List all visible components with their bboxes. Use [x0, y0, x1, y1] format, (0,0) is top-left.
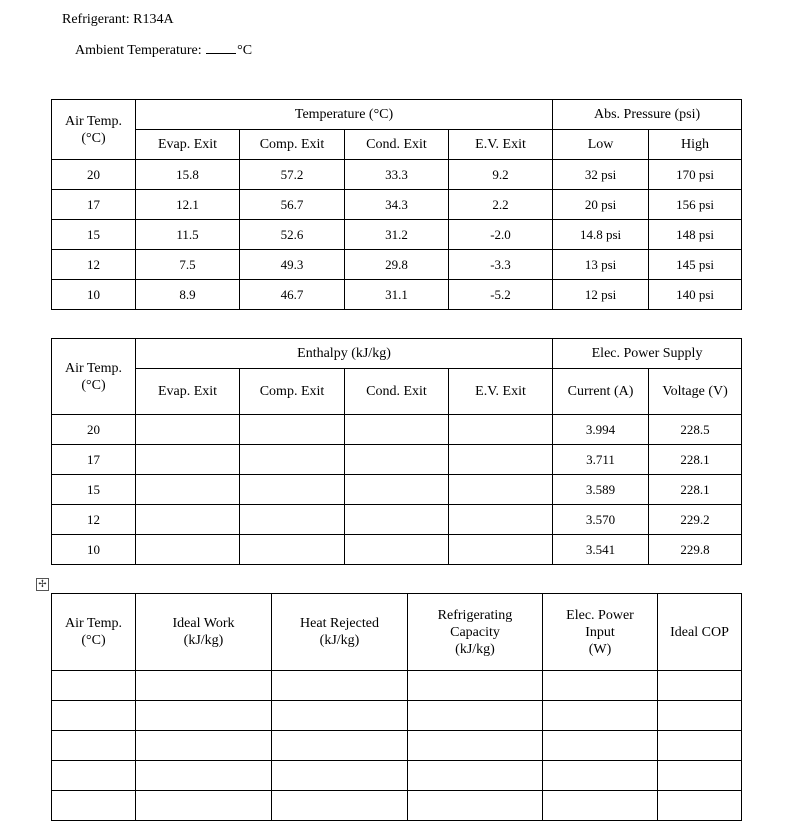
table-row — [52, 415, 742, 445]
empty-cell[interactable] — [136, 505, 240, 535]
empty-cell[interactable] — [543, 701, 658, 731]
cell: 46.7 — [240, 280, 345, 310]
temperature-group-header: Temperature (°C) — [136, 100, 553, 130]
col-ev-exit: E.V. Exit — [449, 369, 553, 415]
empty-cell[interactable] — [136, 731, 272, 761]
empty-cell[interactable] — [136, 445, 240, 475]
empty-cell[interactable] — [272, 671, 408, 701]
empty-cell[interactable] — [52, 761, 136, 791]
ideal-work-header: Ideal Work (kJ/kg) — [136, 594, 272, 671]
cell: 228.1 — [649, 445, 742, 475]
cell: 3.994 — [553, 415, 649, 445]
cell: -2.0 — [449, 220, 553, 250]
table-row — [52, 671, 742, 701]
empty-cell[interactable] — [240, 475, 345, 505]
cell: 8.9 — [136, 280, 240, 310]
empty-cell[interactable] — [345, 505, 449, 535]
empty-cell[interactable] — [449, 505, 553, 535]
cell: -3.3 — [449, 250, 553, 280]
empty-cell[interactable] — [136, 475, 240, 505]
air-temp-header: Air Temp. (°C) — [52, 100, 136, 160]
cell: 11.5 — [136, 220, 240, 250]
cell: 15 — [52, 475, 136, 505]
cell: 12 — [52, 250, 136, 280]
empty-cell[interactable] — [449, 535, 553, 565]
empty-cell[interactable] — [658, 761, 742, 791]
empty-cell[interactable] — [543, 671, 658, 701]
cell: 29.8 — [345, 250, 449, 280]
empty-cell[interactable] — [52, 701, 136, 731]
pressure-group-header: Abs. Pressure (psi) — [553, 100, 742, 130]
empty-cell[interactable] — [136, 415, 240, 445]
empty-cell[interactable] — [543, 731, 658, 761]
empty-cell[interactable] — [240, 535, 345, 565]
ambient-temperature-unit: °C — [237, 43, 253, 58]
cell: 20 — [52, 415, 136, 445]
col-low: Low — [553, 130, 649, 160]
table-row — [52, 190, 742, 220]
cell: 15 — [52, 220, 136, 250]
table-row — [52, 475, 742, 505]
empty-cell[interactable] — [136, 535, 240, 565]
cell: 7.5 — [136, 250, 240, 280]
cell: 156 psi — [649, 190, 742, 220]
table-row — [52, 731, 742, 761]
cell: 3.541 — [553, 535, 649, 565]
empty-cell[interactable] — [543, 761, 658, 791]
enthalpy-group-header: Enthalpy (kJ/kg) — [136, 339, 553, 369]
table-row — [52, 250, 742, 280]
cell: 32 psi — [553, 160, 649, 190]
cell: 12.1 — [136, 190, 240, 220]
col-current: Current (A) — [553, 369, 649, 415]
cell: 2.2 — [449, 190, 553, 220]
air-temp-header: Air Temp. (°C) — [52, 339, 136, 415]
cell: 56.7 — [240, 190, 345, 220]
table-row — [52, 280, 742, 310]
cell: 145 psi — [649, 250, 742, 280]
cell: 52.6 — [240, 220, 345, 250]
refrigerant-label: Refrigerant: R134A — [62, 12, 174, 27]
table-row — [52, 701, 742, 731]
cell: 10 — [52, 535, 136, 565]
elec-power-input-header: Elec. Power Input (W) — [543, 594, 658, 671]
empty-cell[interactable] — [136, 791, 272, 821]
cell: 3.570 — [553, 505, 649, 535]
empty-cell[interactable] — [408, 731, 543, 761]
table-row — [52, 220, 742, 250]
empty-cell[interactable] — [408, 761, 543, 791]
cell: 57.2 — [240, 160, 345, 190]
col-comp-exit: Comp. Exit — [240, 369, 345, 415]
empty-cell[interactable] — [272, 761, 408, 791]
heat-rejected-header: Heat Rejected (kJ/kg) — [272, 594, 408, 671]
performance-table — [51, 593, 742, 821]
cell: 33.3 — [345, 160, 449, 190]
empty-cell[interactable] — [449, 475, 553, 505]
cell: 49.3 — [240, 250, 345, 280]
empty-cell[interactable] — [658, 671, 742, 701]
col-cond-exit: Cond. Exit — [345, 369, 449, 415]
cell: 9.2 — [449, 160, 553, 190]
empty-cell[interactable] — [408, 671, 543, 701]
cell: 170 psi — [649, 160, 742, 190]
empty-cell[interactable] — [240, 505, 345, 535]
empty-cell[interactable] — [272, 791, 408, 821]
empty-cell[interactable] — [240, 445, 345, 475]
empty-cell[interactable] — [543, 791, 658, 821]
empty-cell[interactable] — [345, 445, 449, 475]
cell: 229.2 — [649, 505, 742, 535]
table-row — [52, 791, 742, 821]
cell: 14.8 psi — [553, 220, 649, 250]
cell: 31.1 — [345, 280, 449, 310]
cell: 12 psi — [553, 280, 649, 310]
cell: 10 — [52, 280, 136, 310]
empty-cell[interactable] — [449, 415, 553, 445]
cell: 140 psi — [649, 280, 742, 310]
col-comp-exit: Comp. Exit — [240, 130, 345, 160]
empty-cell[interactable] — [658, 791, 742, 821]
empty-cell[interactable] — [136, 761, 272, 791]
table-row — [52, 535, 742, 565]
cell: -5.2 — [449, 280, 553, 310]
cell: 13 psi — [553, 250, 649, 280]
table-row — [52, 445, 742, 475]
cell: 3.589 — [553, 475, 649, 505]
empty-cell[interactable] — [52, 731, 136, 761]
empty-cell[interactable] — [136, 671, 272, 701]
empty-cell[interactable] — [345, 475, 449, 505]
ideal-cop-header: Ideal COP — [658, 594, 742, 671]
empty-cell[interactable] — [345, 415, 449, 445]
cell: 17 — [52, 445, 136, 475]
col-evap-exit: Evap. Exit — [136, 130, 240, 160]
empty-cell[interactable] — [658, 731, 742, 761]
empty-cell[interactable] — [52, 671, 136, 701]
empty-cell[interactable] — [658, 701, 742, 731]
ambient-temperature-line — [75, 41, 252, 59]
cell: 20 psi — [553, 190, 649, 220]
cell: 228.5 — [649, 415, 742, 445]
air-temp-header: Air Temp. (°C) — [52, 594, 136, 671]
col-high: High — [649, 130, 742, 160]
col-ev-exit: E.V. Exit — [449, 130, 553, 160]
table-row — [52, 505, 742, 535]
empty-cell[interactable] — [408, 791, 543, 821]
power-supply-group-header: Elec. Power Supply — [553, 339, 742, 369]
empty-cell[interactable] — [449, 445, 553, 475]
enthalpy-power-table — [51, 338, 742, 565]
col-cond-exit: Cond. Exit — [345, 130, 449, 160]
cell: 228.1 — [649, 475, 742, 505]
table-row — [52, 160, 742, 190]
cell: 31.2 — [345, 220, 449, 250]
cell: 148 psi — [649, 220, 742, 250]
empty-cell[interactable] — [136, 701, 272, 731]
move-icon[interactable]: ✢ — [36, 578, 49, 591]
ambient-temperature-label: Ambient Temperature: — [75, 43, 206, 58]
cell: 34.3 — [345, 190, 449, 220]
cell: 20 — [52, 160, 136, 190]
empty-cell[interactable] — [345, 535, 449, 565]
empty-cell[interactable] — [240, 415, 345, 445]
col-evap-exit: Evap. Exit — [136, 369, 240, 415]
cell: 229.8 — [649, 535, 742, 565]
refrigerating-capacity-header: Refrigerating Capacity (kJ/kg) — [408, 594, 543, 671]
table-row — [52, 761, 742, 791]
temperature-pressure-table — [51, 99, 742, 310]
empty-cell[interactable] — [408, 701, 543, 731]
empty-cell[interactable] — [272, 731, 408, 761]
cell: 15.8 — [136, 160, 240, 190]
cell: 12 — [52, 505, 136, 535]
col-voltage: Voltage (V) — [649, 369, 742, 415]
cell: 17 — [52, 190, 136, 220]
empty-cell[interactable] — [272, 701, 408, 731]
cell: 3.711 — [553, 445, 649, 475]
ambient-temperature-blank[interactable] — [206, 41, 236, 54]
empty-cell[interactable] — [52, 791, 136, 821]
